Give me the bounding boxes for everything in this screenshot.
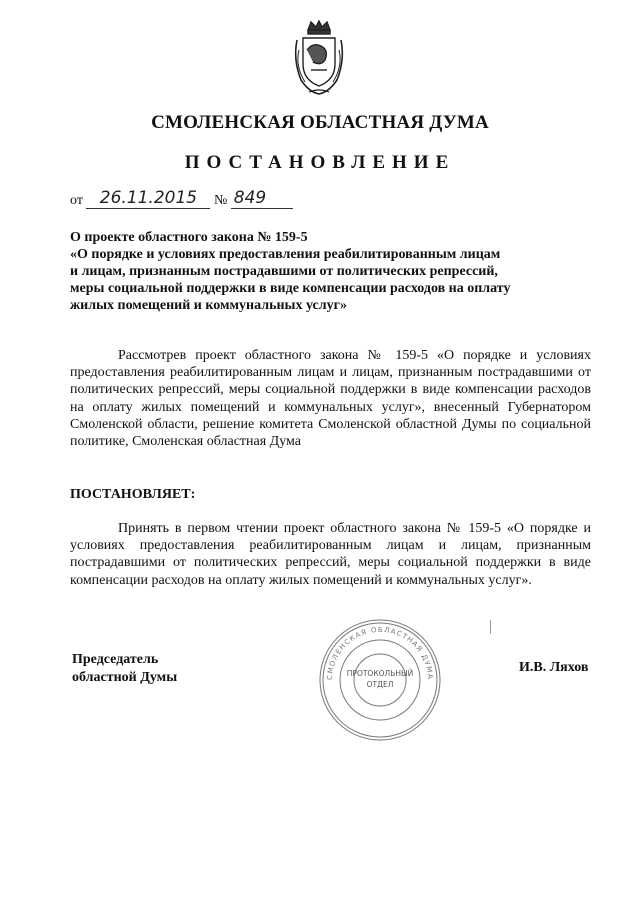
subject-line: меры социальной поддержки в виде компенсации расходов на оплату — [70, 281, 511, 296]
resolves-label: ПОСТАНОВЛЯЕТ: — [70, 487, 196, 502]
coat-of-arms-icon — [291, 20, 347, 96]
stamp-center-line: ПРОТОКОЛЬНЫЙ — [346, 669, 414, 678]
resolution-paragraph: Принять в первом чтении проект областного закона № 159-5 «О порядке и условиях предоставления реабилитированным лицам и лицам, признанным пострадавшими от политических репрессий, меры социальной поддержки в виде компенсации расходов на оплату жилых помещений и коммунальных услуг». — [70, 521, 591, 588]
from-label: от — [70, 193, 83, 208]
subject-line: «О порядке и условиях предоставления реабилитированным лицам — [70, 247, 501, 262]
pen-mark — [490, 620, 491, 634]
signatory-name: И.В. Ляхов — [519, 660, 589, 675]
signatory-title-line: Председатель — [72, 652, 159, 667]
subject-line: О проекте областного закона № 159-5 — [70, 230, 308, 245]
handwritten-date: 26.11.2015 — [86, 188, 210, 209]
subject-line: и лицам, признанным пострадавшими от политических репрессий, — [70, 264, 498, 279]
handwritten-number: 849 — [231, 188, 293, 209]
number-label: № — [213, 193, 228, 208]
subject-heading — [70, 229, 550, 314]
organization-title: СМОЛЕНСКАЯ ОБЛАСТНАЯ ДУМА — [151, 112, 489, 133]
signatory-title — [72, 651, 177, 687]
subject-line: жилых помещений и коммунальных услуг» — [70, 298, 347, 313]
preamble-paragraph: Рассмотрев проект областного закона № 159-5 «О порядке и условиях предоставления реабилитированным лицам и лицам, признанным пострадавшими от политических репрессий, меры социальной поддержки в виде компенсации расходов на оплату жилых помещений и коммунальных услуг», внесенный Губернатором Смоленской области, решение комитета Смоленской областной Думы по социальной политике, Смоленская областная Дума — [70, 348, 591, 450]
dateline — [70, 188, 293, 212]
signatory-title-line: областной Думы — [72, 670, 178, 685]
stamp-center-text — [318, 668, 442, 690]
document-type: ПОСТАНОВЛЕНИЕ — [184, 152, 456, 173]
stamp-center-line: ОТДЕЛ — [366, 680, 394, 689]
stamp-ring-text: СМОЛЕНСКАЯ ОБЛАСТНАЯ ДУМА — [325, 625, 435, 681]
